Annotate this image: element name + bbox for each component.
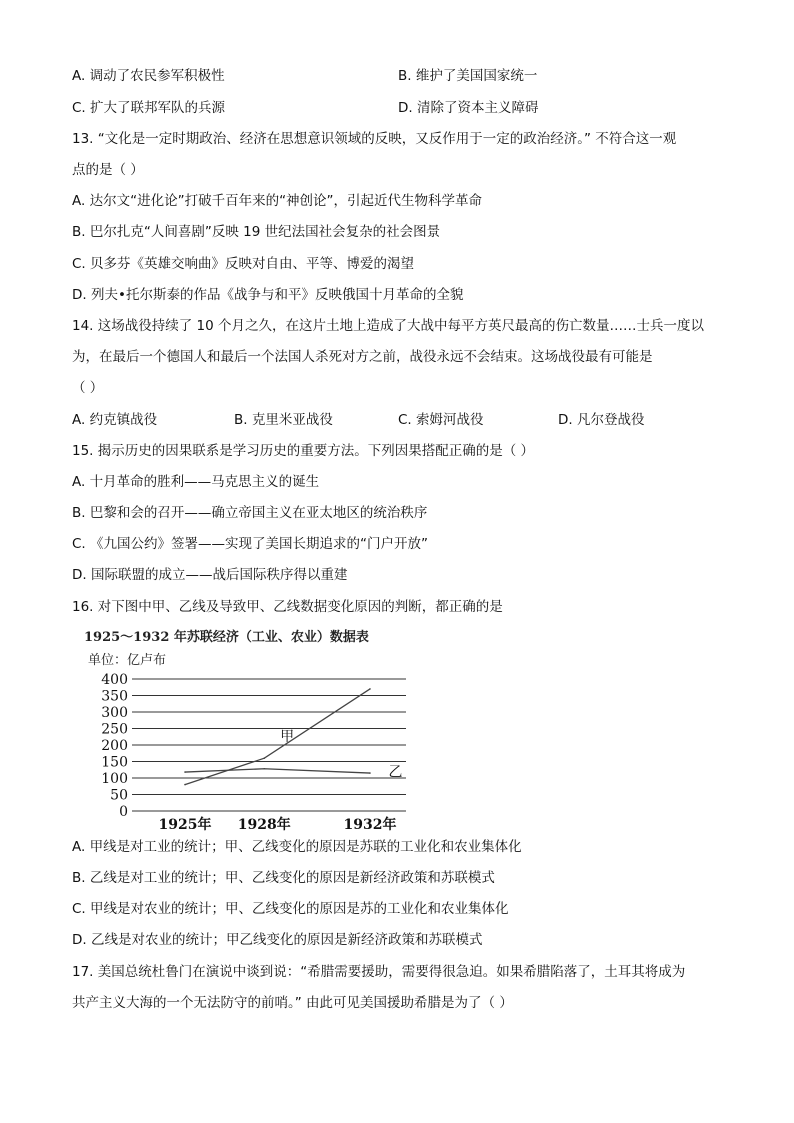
q15-option-d: D. 国际联盟的成立——战后国际秩序得以重建 — [72, 567, 348, 583]
chart-gridlines — [132, 679, 406, 811]
q16-option-d: D. 乙线是对农业的统计；甲乙线变化的原因是新经济政策和苏联模式 — [72, 932, 483, 948]
x-tick-label-3: 1932年 — [343, 817, 397, 833]
q12-option-a: A. 调动了农民参军积极性 — [72, 68, 225, 84]
q12-option-d: D. 清除了资本主义障碍 — [398, 100, 539, 116]
y-tick-label-300: 300 — [101, 705, 128, 721]
q13-option-a: A. 达尔文“进化论”打破千百年来的“神创论”，引起近代生物科学革命 — [72, 193, 483, 209]
series-2-point-3 — [369, 772, 371, 774]
y-tick-label-200: 200 — [101, 738, 128, 754]
y-tick-label-150: 150 — [101, 754, 128, 771]
q14-stem-line3: （ ） — [72, 380, 104, 396]
q13-option-c: C. 贝多芬《英雄交响曲》反映对自由、平等、博爱的渴望 — [72, 256, 415, 272]
q15-option-b: B. 巴黎和会的召开——确立帝国主义在亚太地区的统治秩序 — [72, 505, 428, 521]
chart-series — [184, 688, 402, 785]
x-tick-label-1: 1925年 — [158, 817, 212, 833]
q13-stem-line1: 13. “文化是一定时期政治、经济在思想意识领域的反映，又反作用于一定的政治经济。” 不符合这一观 — [72, 131, 677, 147]
q14-option-d: D. 凡尔登战役 — [558, 412, 645, 428]
series-line-1 — [185, 689, 370, 785]
y-tick-label-350: 350 — [101, 688, 128, 705]
q17-stem-line1: 17. 美国总统杜鲁门在演说中谈到说：“希腊需要援助，需要得很急迫。如果希腊陷落了，土耳其将成为 — [72, 964, 686, 980]
chart-x-ticks — [159, 816, 397, 833]
q13-option-b: B. 巴尔扎克“人间喜剧”反映 19 世纪法国社会复杂的社会图景 — [72, 224, 441, 240]
series-2-point-2 — [263, 768, 265, 770]
series-label-1: 甲 — [280, 729, 295, 746]
chart-unit-label: 单位：亿卢布 — [88, 653, 167, 668]
y-tick-label-0: 0 — [119, 804, 128, 820]
q16-option-c: C. 甲线是对农业的统计；甲、乙线变化的原因是苏的工业化和农业集体化 — [72, 901, 509, 917]
series-2-point-1 — [184, 771, 186, 773]
y-tick-label-100: 100 — [101, 771, 128, 787]
x-tick-label-2: 1928年 — [237, 817, 291, 833]
q14-stem-line2: 为，在最后一个德国人和最后一个法国人杀死对方之前，战役永远不会结束。这场战役最有可能是 — [72, 349, 653, 365]
y-tick-label-50: 50 — [110, 787, 128, 804]
q15-option-c: C. 《九国公约》签署——实现了美国长期追求的“门户开放” — [72, 536, 428, 552]
series-1-point-3 — [369, 688, 371, 690]
series-1-point-2 — [263, 757, 265, 759]
series-line-2 — [185, 769, 370, 773]
q14-option-c: C. 索姆河战役 — [398, 412, 484, 428]
q12-option-b: B. 维护了美国国家统一 — [398, 68, 538, 84]
q14-option-a: A. 约克镇战役 — [72, 412, 158, 428]
q16-option-a: A. 甲线是对工业的统计；甲、乙线变化的原因是苏联的工业化和农业集体化 — [72, 839, 522, 855]
chart-title: 1925～1932 年苏联经济（工业、农业）数据表 — [84, 630, 369, 645]
q15-stem: 15. 揭示历史的因果联系是学习历史的重要方法。下列因果搭配正确的是（ ） — [72, 443, 535, 459]
q13-stem-line2: 点的是（ ） — [72, 162, 144, 178]
q14-option-b: B. 克里米亚战役 — [234, 412, 333, 428]
q14-stem-line1: 14. 这场战役持续了 10 个月之久，在这片土地上造成了大战中每平方英尺最高的伤亡数量……士兵一度以 — [72, 318, 705, 334]
q17-stem-line2: 共产主义大海的一个无法防守的前哨。” 由此可见美国援助希腊是为了（ ） — [72, 995, 513, 1011]
series-1-point-1 — [184, 784, 186, 786]
q12-option-c: C. 扩大了联邦军队的兵源 — [72, 100, 226, 116]
series-label-2: 乙 — [388, 764, 403, 781]
q15-option-a: A. 十月革命的胜利——马克思主义的诞生 — [72, 474, 320, 490]
q13-option-d: D. 列夫•托尔斯泰的作品《战争与和平》反映俄国十月革命的全貌 — [72, 287, 464, 303]
q16-stem: 16. 对下图中甲、乙线及导致甲、乙线数据变化原因的判断，都正确的是 — [72, 599, 503, 615]
y-tick-label-400: 400 — [101, 672, 128, 688]
chart-y-ticks — [101, 672, 128, 820]
q16-option-b: B. 乙线是对工业的统计；甲、乙线变化的原因是新经济政策和苏联模式 — [72, 870, 495, 886]
soviet-economy-chart — [70, 624, 415, 834]
y-tick-label-250: 250 — [101, 721, 128, 738]
